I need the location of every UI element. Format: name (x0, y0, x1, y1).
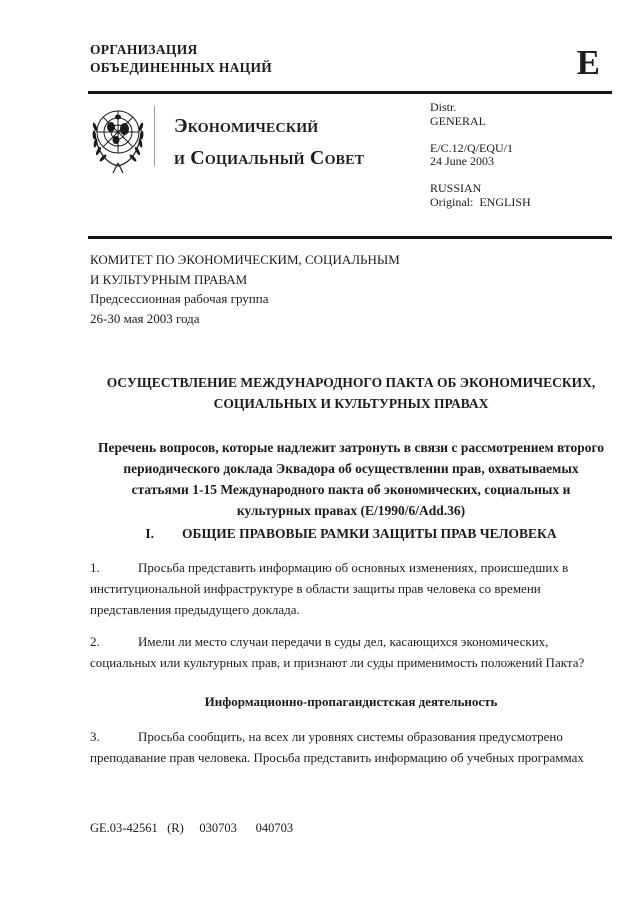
paragraph-3-number: 3. (90, 729, 100, 744)
paragraph-3-text: Просьба сообщить, на всех ли уровнях системы образования предусмотрено преподавание прав человека. Просьба представить информацию об учебных программах (90, 729, 584, 765)
distr-value: GENERAL (430, 113, 486, 128)
org-name-line1: ОРГАНИЗАЦИЯ (90, 42, 198, 57)
distr-label: Distr. (430, 100, 457, 114)
paragraph-1 (90, 557, 616, 620)
un-org-name (90, 41, 272, 77)
document-title (90, 372, 612, 414)
council-name-line1: Экономический (174, 115, 319, 137)
document-subtitle: Перечень вопросов, которые надлежит затронуть в связи с рассмотрением второго периодического доклада Эквадора об осуществлении прав, охватываемых статьями 1-15 Международного пакта об экономических, социальных и культурных правах (E/1990/6/Add.36) (97, 440, 605, 518)
doc-date: 24 June 2003 (430, 154, 494, 168)
distribution-block (430, 101, 531, 209)
document-title-line1: ОСУЩЕСТВЛЕНИЕ МЕЖДУНАРОДНОГО ПАКТА ОБ ЭКОНОМИЧЕСКИХ, (106, 375, 596, 390)
header-rule (88, 91, 612, 94)
masthead-divider (154, 106, 155, 166)
masthead-rule (88, 236, 612, 239)
committee-line2: И КУЛЬТУРНЫМ ПРАВАМ (90, 271, 248, 287)
paragraph-2-text: Имели ли место случаи передачи в суды дел, касающихся экономических, социальных или культурных прав, и признают ли суды применимость положений Пакта? (90, 634, 585, 670)
section-1-heading-text: ОБЩИЕ ПРАВОВЫЕ РАМКИ ЗАЩИТЫ ПРАВ ЧЕЛОВЕКА (182, 526, 557, 541)
paragraph-1-number: 1. (90, 560, 100, 575)
spacer (430, 169, 531, 183)
session-dates: 26-30 мая 2003 года (90, 310, 200, 326)
section-1-heading (90, 523, 612, 544)
document-reference-footer: GE.03-42561 (R) 030703 040703 (90, 821, 294, 835)
paragraph-3 (90, 726, 616, 768)
doc-language: RUSSIAN (430, 181, 482, 195)
paragraph-1-text: Просьба представить информацию об основных изменениях, происшедших в институциональной инфраструктуре в области защиты прав человека со времени представления предыдущего доклада. (90, 560, 569, 617)
council-name-line2: и Социальный Совет (174, 147, 365, 169)
paragraph-2-number: 2. (90, 634, 100, 649)
working-group: Предсессионная рабочая группа (90, 291, 269, 306)
document-series-letter: E (576, 43, 600, 82)
org-name-line2: ОБЪЕДИНЕННЫХ НАЦИЙ (90, 60, 273, 75)
un-emblem-icon (89, 102, 147, 181)
spacer (430, 128, 531, 142)
paragraph-2 (90, 631, 616, 673)
doc-symbol: E/C.12/Q/EQU/1 (430, 140, 513, 155)
committee-line1: КОМИТЕТ ПО ЭКОНОМИЧЕСКИМ, СОЦИАЛЬНЫМ (90, 252, 400, 267)
committee-block (90, 250, 400, 328)
document-title-line2: СОЦИАЛЬНЫХ И КУЛЬТУРНЫХ ПРАВАХ (213, 396, 489, 411)
section-1-numeral: I. (145, 526, 155, 541)
council-name (174, 110, 364, 174)
doc-original-language: Original: ENGLISH (430, 194, 531, 209)
subsection-heading: Информационно-пропагандистская деятельность (204, 694, 498, 709)
